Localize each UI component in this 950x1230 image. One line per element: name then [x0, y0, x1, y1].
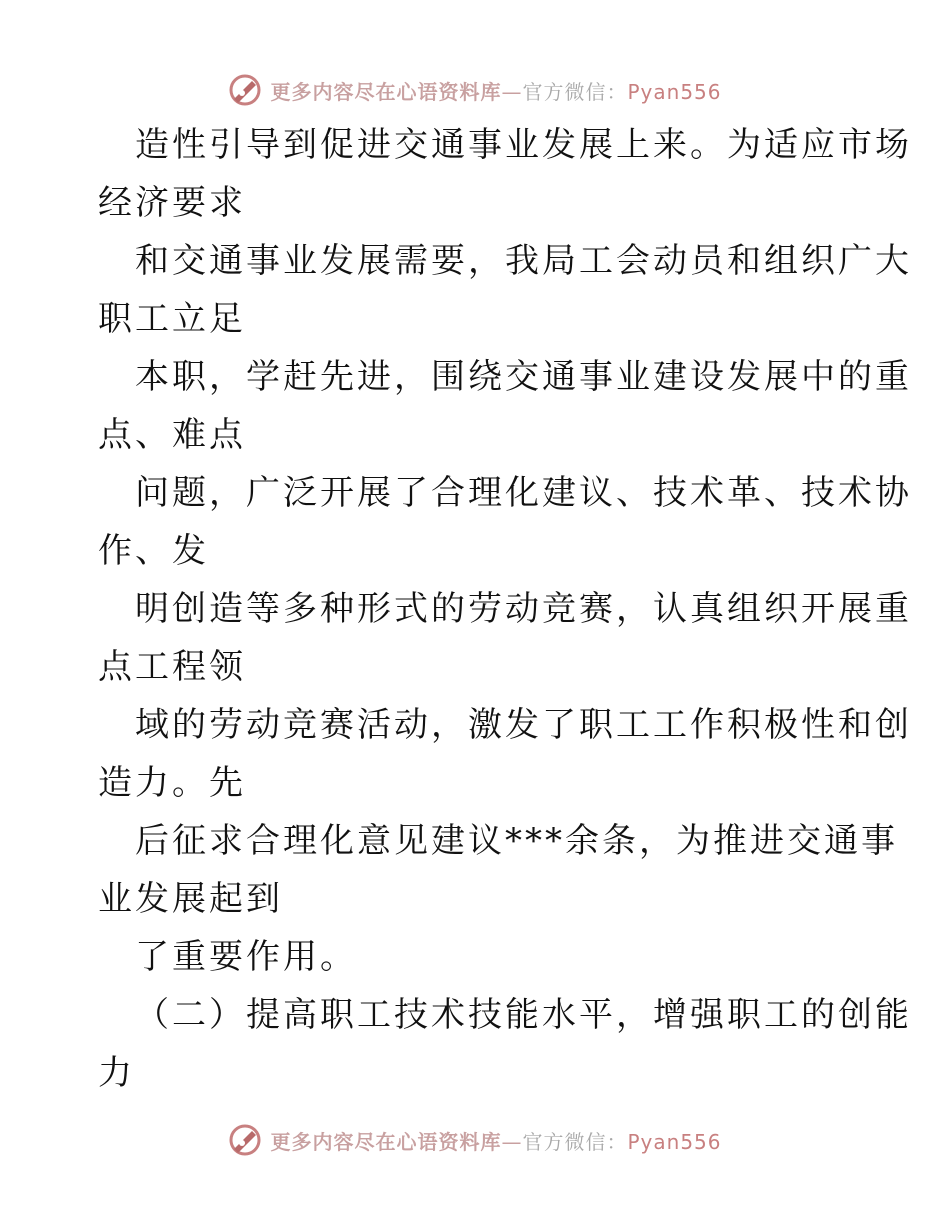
text-line: 本职，学赶先进，围绕交通事业建设发展中的重: [135, 357, 912, 397]
banner-official-label: 官方微信：: [522, 79, 628, 104]
text-line: 域的劳动竞赛活动，激发了职工工作积极性和创: [135, 705, 912, 745]
text-line: 了重要作用。: [135, 937, 357, 977]
text-line: 造力。先: [98, 763, 246, 803]
pen-circle-icon: [228, 1123, 262, 1157]
banner-text: [270, 76, 721, 105]
document-body: [98, 116, 912, 1102]
text-line: 问题，广泛开展了合理化建议、技术革、技术协: [135, 473, 912, 513]
banner-official-label: 官方微信：: [522, 1129, 628, 1154]
text-line: 经济要求: [98, 183, 246, 223]
banner-main-text: 更多内容尽在心语资料库: [270, 79, 502, 104]
banner-dash: —: [501, 79, 523, 104]
text-line: 明创造等多种形式的劳动竞赛，认真组织开展重: [135, 589, 912, 629]
footer-banner-content: [228, 1123, 721, 1157]
text-line: 点工程领: [98, 647, 246, 687]
text-line: 业发展起到: [98, 879, 283, 919]
header-banner-content: [228, 73, 721, 107]
banner-wechat-id: Pyan556: [627, 79, 722, 104]
text-line: 作、发: [98, 531, 209, 571]
banner-text: [270, 1126, 721, 1155]
pen-circle-icon: [228, 73, 262, 107]
text-line: 后征求合理化意见建议***余条，为推进交通事: [135, 821, 898, 861]
text-line: 和交通事业发展需要，我局工会动员和组织广大: [135, 241, 912, 281]
text-line: 力: [98, 1053, 135, 1093]
text-line: 点、难点: [98, 415, 246, 455]
footer-banner: [0, 1120, 950, 1160]
text-line: 造性引导到促进交通事业发展上来。为适应市场: [135, 125, 912, 165]
banner-wechat-id: Pyan556: [627, 1129, 722, 1154]
text-line: 职工立足: [98, 299, 246, 339]
banner-main-text: 更多内容尽在心语资料库: [270, 1129, 502, 1154]
header-banner: [0, 70, 950, 110]
banner-dash: —: [501, 1129, 523, 1154]
section-heading: （二）提高职工技术技能水平，增强职工的创能: [135, 995, 912, 1035]
